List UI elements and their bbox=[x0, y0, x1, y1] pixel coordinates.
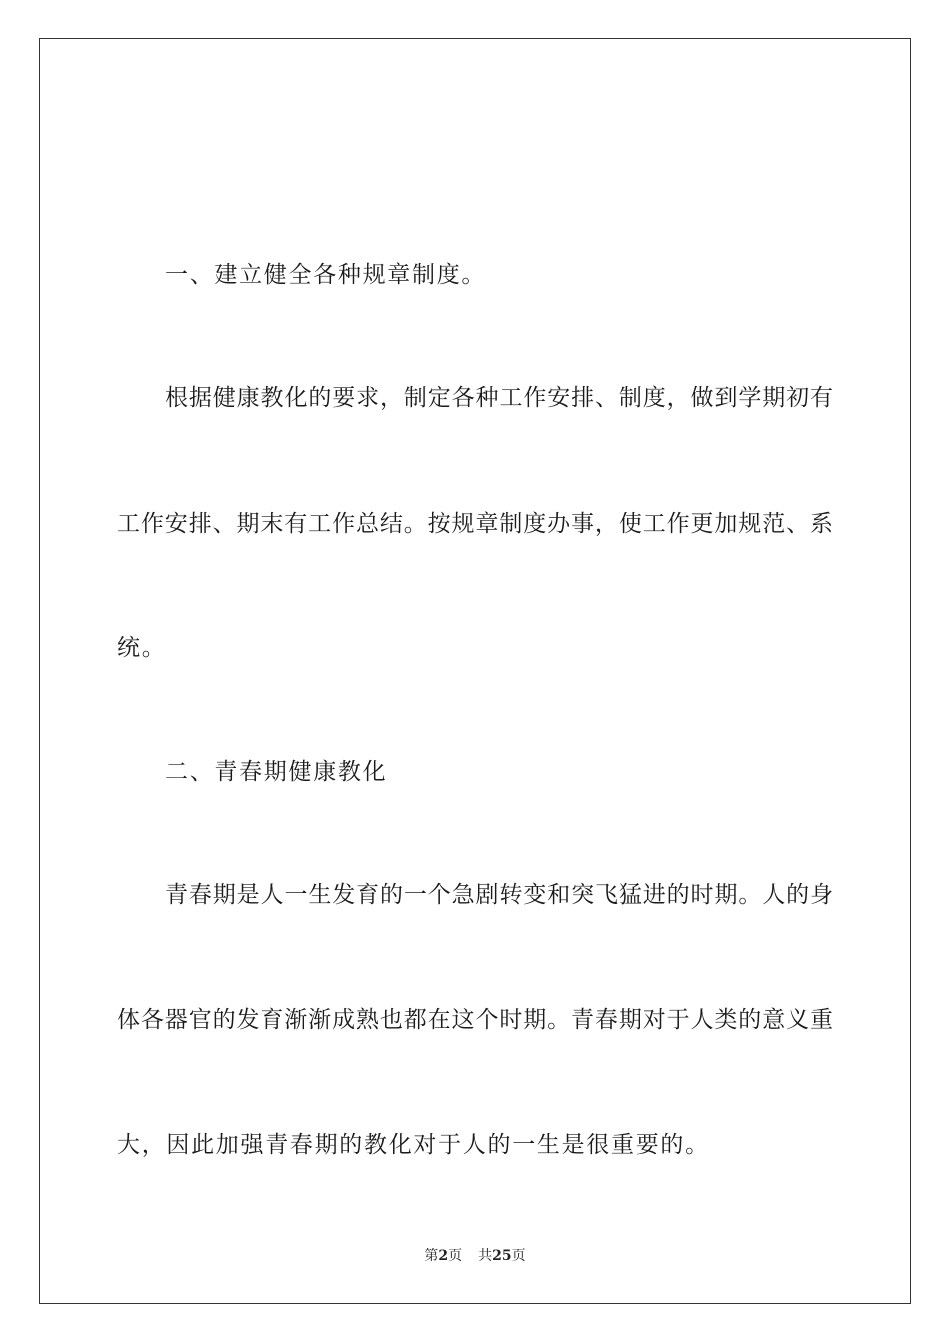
page-footer bbox=[0, 1246, 950, 1266]
section-heading-1: 一、建立健全各种规章制度。 bbox=[165, 262, 487, 288]
page-frame bbox=[39, 38, 911, 1304]
footer-page-prefix: 第 bbox=[424, 1248, 439, 1264]
paragraph-1-line-2: 工作安排、期末有工作总结。按规章制度办事，使工作更加规范、系 bbox=[117, 511, 833, 537]
paragraph-1-line-1: 根据健康教化的要求，制定各种工作安排、制度，做到学期初有 bbox=[165, 385, 833, 411]
paragraph-2-line-1: 青春期是人一生发育的一个急剧转变和突飞猛进的时期。人的身 bbox=[165, 882, 833, 908]
footer-page-suffix: 页 bbox=[448, 1248, 463, 1264]
footer-total-suffix: 页 bbox=[511, 1248, 526, 1264]
footer-total-prefix: 共 bbox=[478, 1248, 493, 1264]
section-heading-2: 二、青春期健康教化 bbox=[165, 759, 388, 785]
paragraph-1-line-3: 统。 bbox=[117, 635, 167, 661]
footer-total-pages: 25 bbox=[492, 1248, 512, 1264]
footer-page-number: 2 bbox=[438, 1248, 449, 1264]
paragraph-2-line-3: 大，因此加强青春期的教化对于人的一生是很重要的。 bbox=[117, 1132, 710, 1158]
paragraph-2-line-2: 体各器官的发育渐渐成熟也都在这个时期。青春期对于人类的意义重 bbox=[117, 1007, 833, 1033]
